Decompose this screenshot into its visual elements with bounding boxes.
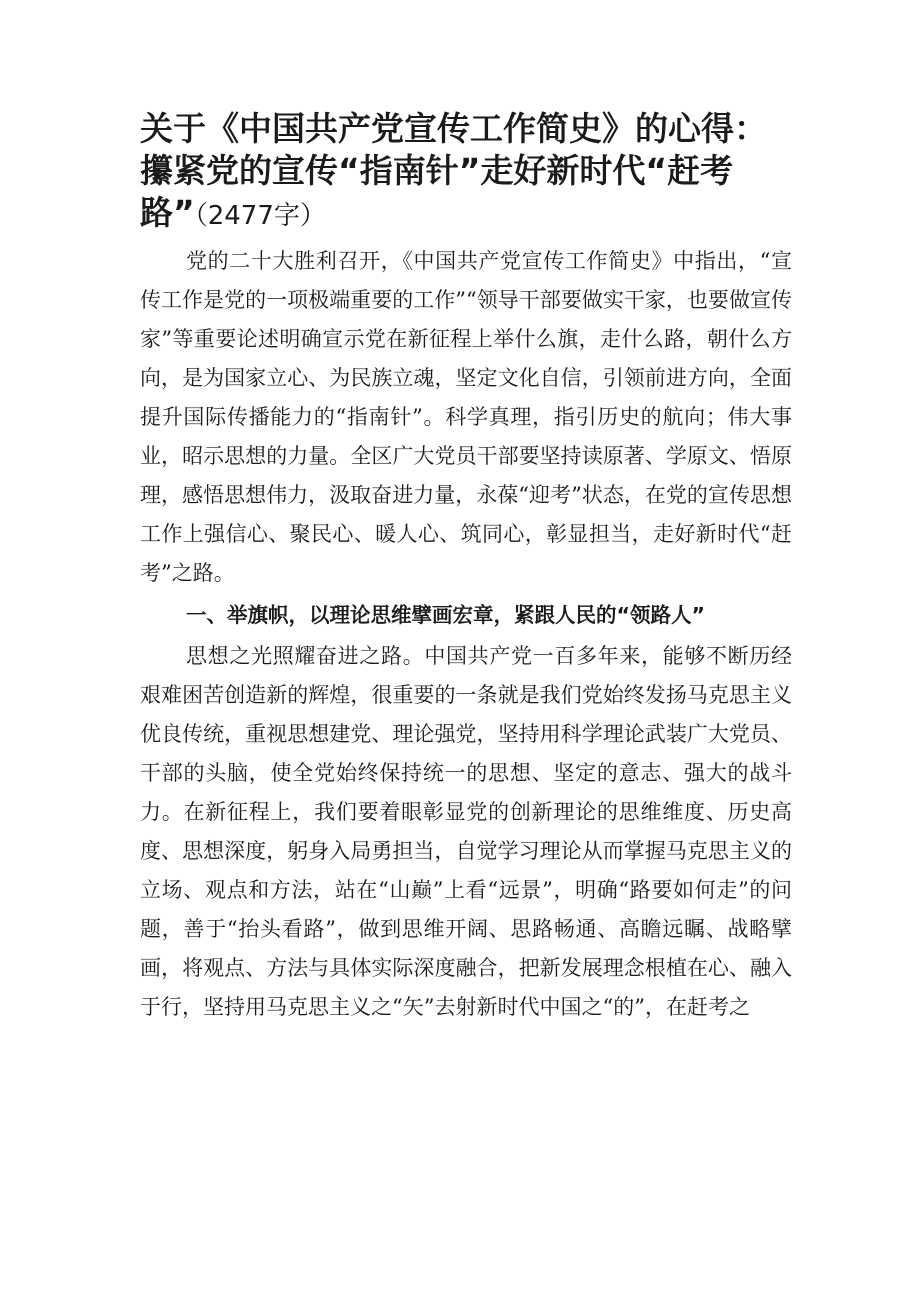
intro-paragraph: 党的二十大胜利召开，《中国共产党宣传工作简史》中指出，“宣传工作是党的一项极端重要的工作”“领导干部要做实干家，也要做宣传家”等重要论述明确宣示党在新征程上举什么旗，走什么路，朝什么方向，是为国家立心、为民族立魂，坚定文化自信，引领前进方向，全面提升国际传播能力的“指南针”。科学真理，指引历史的航向；伟大事业，昭示思想的力量。全区广大党员干部要坚持读原著、学原文、悟原理，感悟思想伟力，汲取奋进力量，永葆“迎考”状态，在党的宣传思想工作上强信心、聚民心、暖人心、筑同心，彰显担当，走好新时代“赶考”之路。 [140, 249, 792, 585]
word-count: （2477字） [194, 201, 326, 231]
title-line-2: 攥紧党的宣传“指南针”走好新时代“赶考 [140, 151, 734, 190]
section-1-paragraph: 思想之光照耀奋进之路。中国共产党一百多年来，能够不断历经艰难困苦创造新的辉煌，很重要的一条就是我们党始终发扬马克思主义优良传统，重视思想建党、理论强党，坚持用科学理论武装广大党员、干部的头脑，使全党始终保持统一的思想、坚定的意志、强大的战斗力。在新征程上，我们要着眼彰显党的创新理论的思维维度、历史高度、思想深度，躬身入局勇担当，自觉学习理论从而掌握马克思主义的立场、观点和方法，站在“山巅”上看“远景”，明确“路要如何走”的问题，善于“抬头看路”，做到思维开阔、思路畅通、高瞻远瞩、战略擘画，将观点、方法与具体实际深度融合，把新发展理念根植在心、融入于行，坚持用马克思主义之“矢”去射新时代中国之“的”，在赶考之 [140, 644, 792, 1019]
document-title [140, 108, 800, 237]
title-line-3-text: 路” [140, 193, 195, 232]
section-heading-1: 一、举旗帜，以理论思维擘画宏章，紧跟人民的“领路人” [186, 603, 705, 627]
title-line-1: 关于《中国共产党宣传工作简史》的心得： [140, 109, 767, 148]
document-body [140, 242, 792, 1027]
title-line-3 [140, 192, 800, 237]
